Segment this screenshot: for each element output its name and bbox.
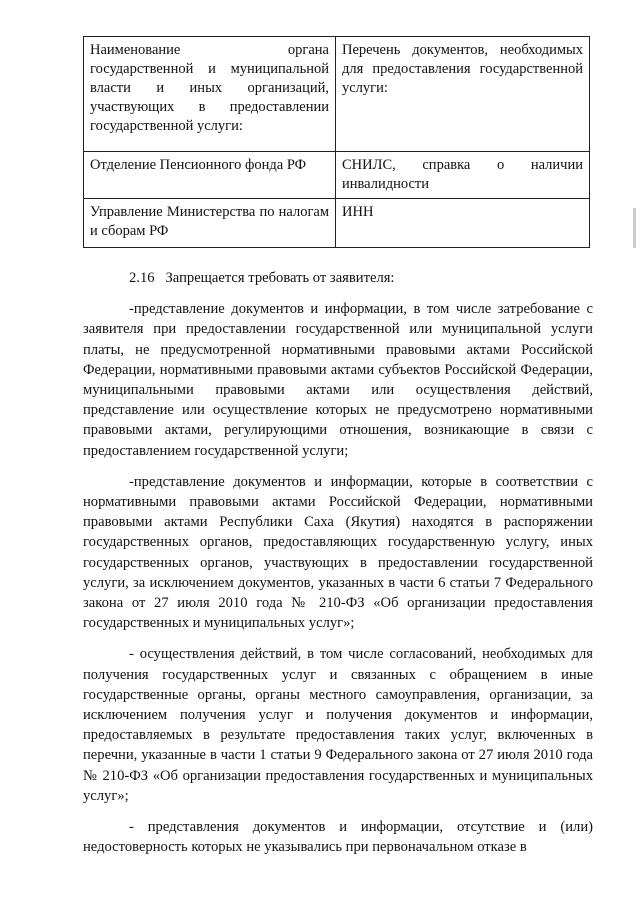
table-row bbox=[84, 199, 590, 248]
table-row bbox=[84, 152, 590, 199]
section-2-16 bbox=[83, 268, 593, 868]
section-number: 2.16 bbox=[129, 270, 155, 286]
organization-cell: Управление Министерства по налогам и сборам РФ bbox=[84, 199, 336, 248]
section-heading-text: Запрещается требовать от заявителя: bbox=[165, 270, 395, 286]
paragraph: -представление документов и информации, в том числе затребование с заявителя при предоставлении государственной или муниципальной услуги платы, не предусмотренной нормативными правовыми актами Российской Федерации, нормативными правовыми актами субъектов Российской Федерации, муниципальными правовыми актами или осуществления действий, представление или осуществление которых не предусмотрено нормативными правовыми актами, регулирующими отношения, возникающие в связи с предоставлением государственной услуги; bbox=[83, 301, 593, 459]
documents-cell: СНИЛС, справка о наличии инвалидности bbox=[336, 152, 590, 199]
header-organization-cell: Наименование органа государственной и муниципальной власти и иных организаций, участвующих в предоставлении государственной услуги: bbox=[84, 37, 336, 152]
section-heading bbox=[83, 268, 593, 288]
paragraph: - осуществления действий, в том числе согласований, необходимых для получения государственных услуг и связанных с обращением в иные государственные органы, органы местного самоуправления, организации, за исключением получения услуг и получения документов и информации, предоставляемых в результате предоставления таких услуг, включенных в перечни, указанные в части 1 статьи 9 Федерального закона от 27 июля 2010 года № 210-ФЗ «Об организации предоставления государственных и муниципальных услуг»; bbox=[83, 646, 593, 804]
organization-cell: Отделение Пенсионного фонда РФ bbox=[84, 152, 336, 199]
header-documents-cell: Перечень документов, необходимых для предоставления государственной услуги: bbox=[336, 37, 590, 152]
paragraph: - представления документов и информации, отсутствие и (или) недостоверность которых не указывались при первоначальном отказе в bbox=[83, 819, 593, 856]
agencies-documents-table bbox=[83, 36, 590, 248]
paragraph: -представление документов и информации, которые в соответствии с нормативными правовыми актами Российской Федерации, нормативными правовыми актами Республики Саха (Якутия) находятся в распоряжении государственных органов, предоставляющих государственную услугу, иных государственных органов, участвующих в предоставлении государственной услуги, за исключением документов, указанных в части 6 статьи 7 Федерального закона от 27 июля 2010 года № 210-ФЗ «Об организации предоставления государственных и муниципальных услуг»; bbox=[83, 473, 593, 632]
documents-cell: ИНН bbox=[336, 199, 590, 248]
table-header-row bbox=[84, 37, 590, 152]
scan-edge-mark bbox=[633, 208, 636, 248]
